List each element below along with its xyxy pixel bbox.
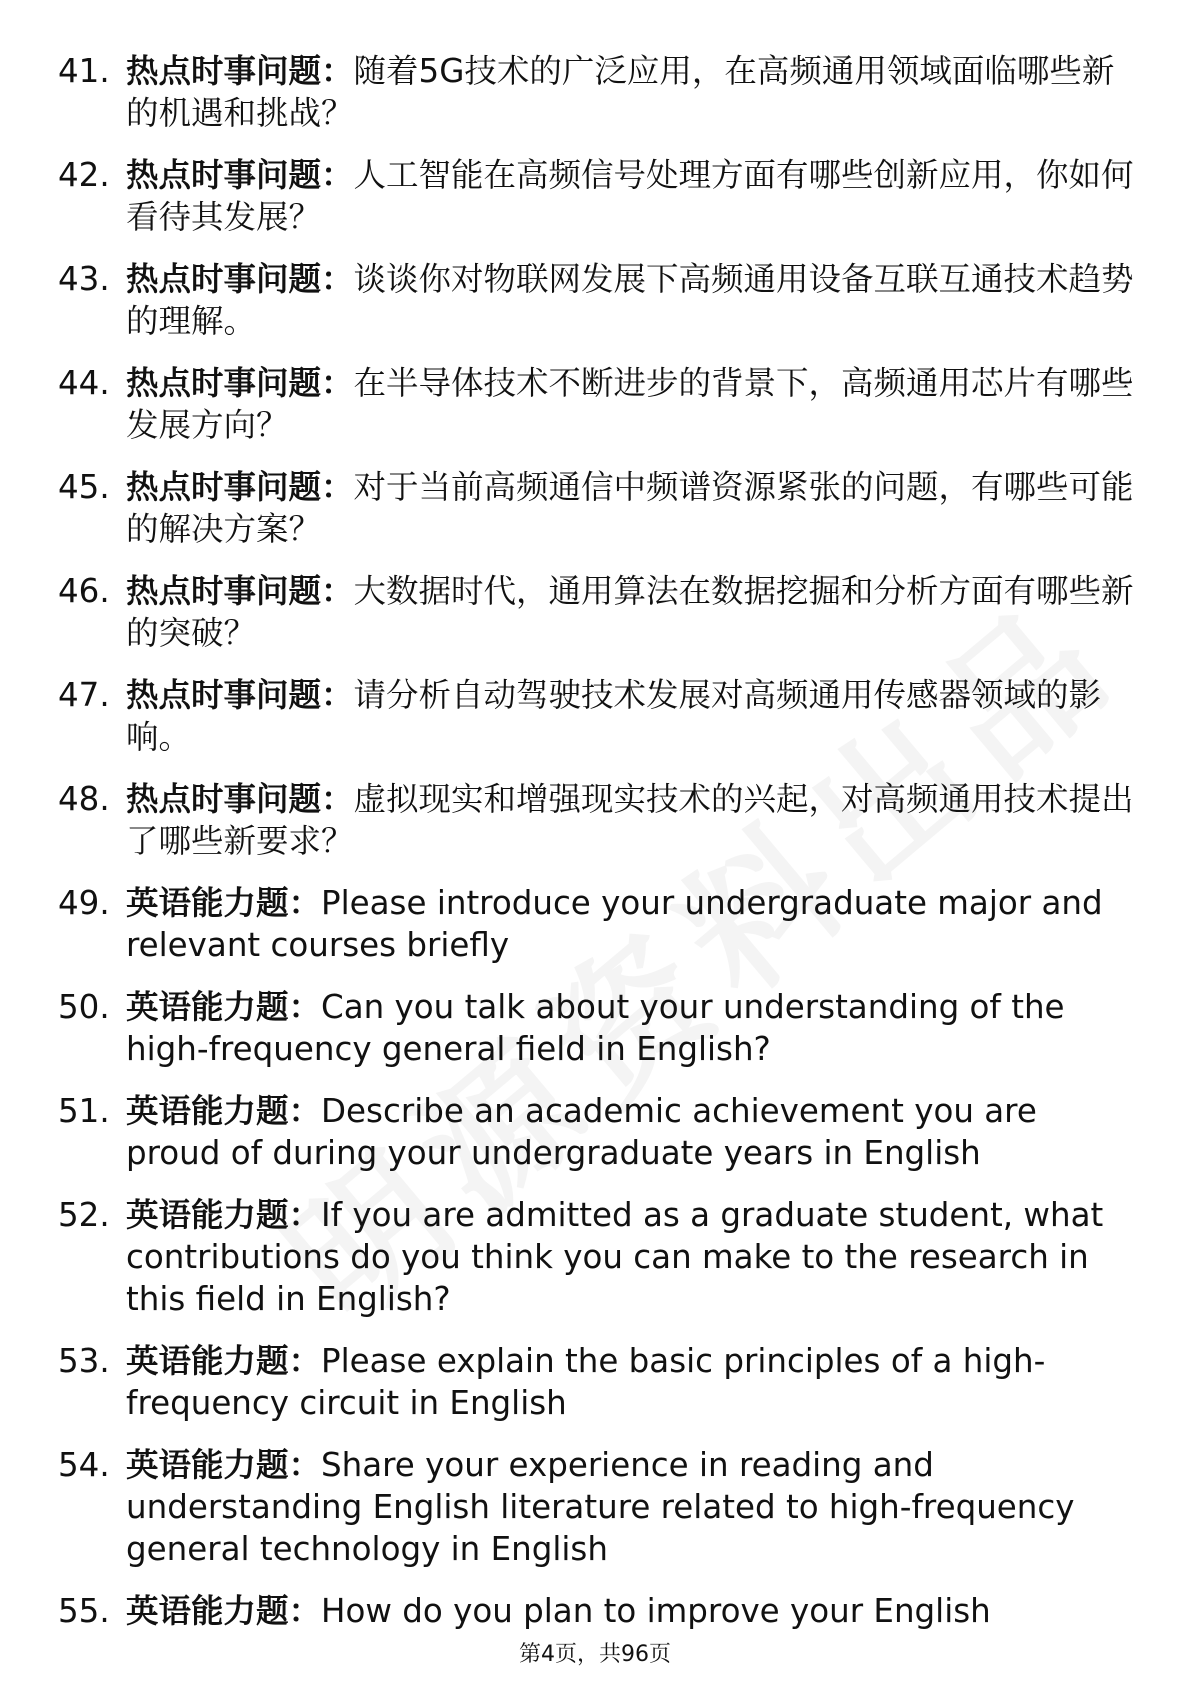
item-category: 英语能力题： [126, 884, 322, 922]
item-number: 43. [58, 260, 110, 298]
item-body [126, 466, 1138, 550]
item-body [126, 258, 1138, 342]
item-category: 英语能力题： [126, 988, 322, 1026]
list-item [58, 258, 1138, 342]
item-body [126, 1340, 1138, 1424]
item-number: 49. [58, 884, 110, 922]
item-number: 52. [58, 1196, 110, 1234]
list-item [58, 1194, 1138, 1320]
item-text: 虚拟现实和增强现实技术的兴起，对高频通用技术提出了哪些新要求？ [126, 780, 1134, 860]
item-text: 大数据时代，通用算法在数据挖掘和分析方面有哪些新的突破？ [126, 572, 1134, 652]
item-body [126, 778, 1138, 862]
item-number: 55. [58, 1592, 110, 1630]
question-list [58, 50, 1138, 1652]
item-number: 42. [58, 156, 110, 194]
list-item [58, 570, 1138, 654]
item-number: 47. [58, 676, 110, 714]
item-text: How do you plan to improve your English [321, 1592, 991, 1630]
item-text: Describe an academic achievement you are proud of during your undergraduate years in English [126, 1092, 1037, 1172]
item-number: 46. [58, 572, 110, 610]
item-text: Please explain the basic principles of a high-frequency circuit in English [126, 1342, 1046, 1422]
item-category: 热点时事问题： [126, 260, 354, 298]
item-text: 在半导体技术不断进步的背景下，高频通用芯片有哪些发展方向？ [126, 364, 1134, 444]
list-item [58, 1444, 1138, 1570]
item-category: 热点时事问题： [126, 780, 354, 818]
item-category: 英语能力题： [126, 1196, 322, 1234]
page-footer: 第4页，共96页 [519, 1642, 671, 1667]
item-number: 48. [58, 780, 110, 818]
item-number: 45. [58, 468, 110, 506]
item-category: 英语能力题： [126, 1092, 322, 1130]
item-body [126, 1590, 1138, 1632]
list-item [58, 1590, 1138, 1632]
item-category: 热点时事问题： [126, 52, 354, 90]
item-number: 50. [58, 988, 110, 1026]
item-category: 热点时事问题： [126, 468, 354, 506]
list-item [58, 986, 1138, 1070]
item-body [126, 1194, 1138, 1320]
list-item [58, 466, 1138, 550]
item-category: 英语能力题： [126, 1342, 322, 1380]
list-item [58, 362, 1138, 446]
item-category: 热点时事问题： [126, 364, 354, 402]
item-body [126, 674, 1138, 758]
item-text: 人工智能在高频信号处理方面有哪些创新应用，你如何看待其发展？ [126, 156, 1134, 236]
list-item [58, 154, 1138, 238]
item-body [126, 1090, 1138, 1174]
item-text: 谈谈你对物联网发展下高频通用设备互联互通技术趋势的理解。 [126, 260, 1134, 340]
item-text: 对于当前高频通信中频谱资源紧张的问题，有哪些可能的解决方案？ [126, 468, 1134, 548]
item-number: 44. [58, 364, 110, 402]
item-body [126, 50, 1138, 134]
item-body [126, 570, 1138, 654]
item-category: 热点时事问题： [126, 156, 354, 194]
item-text: Please introduce your undergraduate major and relevant courses briefly [126, 884, 1103, 964]
item-number: 54. [58, 1446, 110, 1484]
item-body [126, 154, 1138, 238]
item-text: If you are admitted as a graduate student, what contributions do you think you can make to the research in this field in English? [126, 1196, 1104, 1318]
item-category: 英语能力题： [126, 1592, 322, 1630]
list-item [58, 1340, 1138, 1424]
item-category: 热点时事问题： [126, 676, 354, 714]
item-text: Can you talk about your understanding of the high-frequency general field in English? [126, 988, 1065, 1068]
item-text: 随着5G技术的广泛应用，在高频通用领域面临哪些新的机遇和挑战？ [126, 52, 1115, 132]
item-text: 请分析自动驾驶技术发展对高频通用传感器领域的影响。 [126, 676, 1102, 756]
item-body [126, 882, 1138, 966]
list-item [58, 778, 1138, 862]
list-item [58, 1090, 1138, 1174]
item-body [126, 986, 1138, 1070]
item-category: 英语能力题： [126, 1446, 322, 1484]
list-item [58, 882, 1138, 966]
item-number: 41. [58, 52, 110, 90]
list-item [58, 50, 1138, 134]
list-item [58, 674, 1138, 758]
item-category: 热点时事问题： [126, 572, 354, 610]
item-text: Share your experience in reading and understanding English literature related to high-frequency general technology in English [126, 1446, 1075, 1568]
item-number: 53. [58, 1342, 110, 1380]
item-number: 51. [58, 1092, 110, 1130]
item-body [126, 362, 1138, 446]
item-body [126, 1444, 1138, 1570]
